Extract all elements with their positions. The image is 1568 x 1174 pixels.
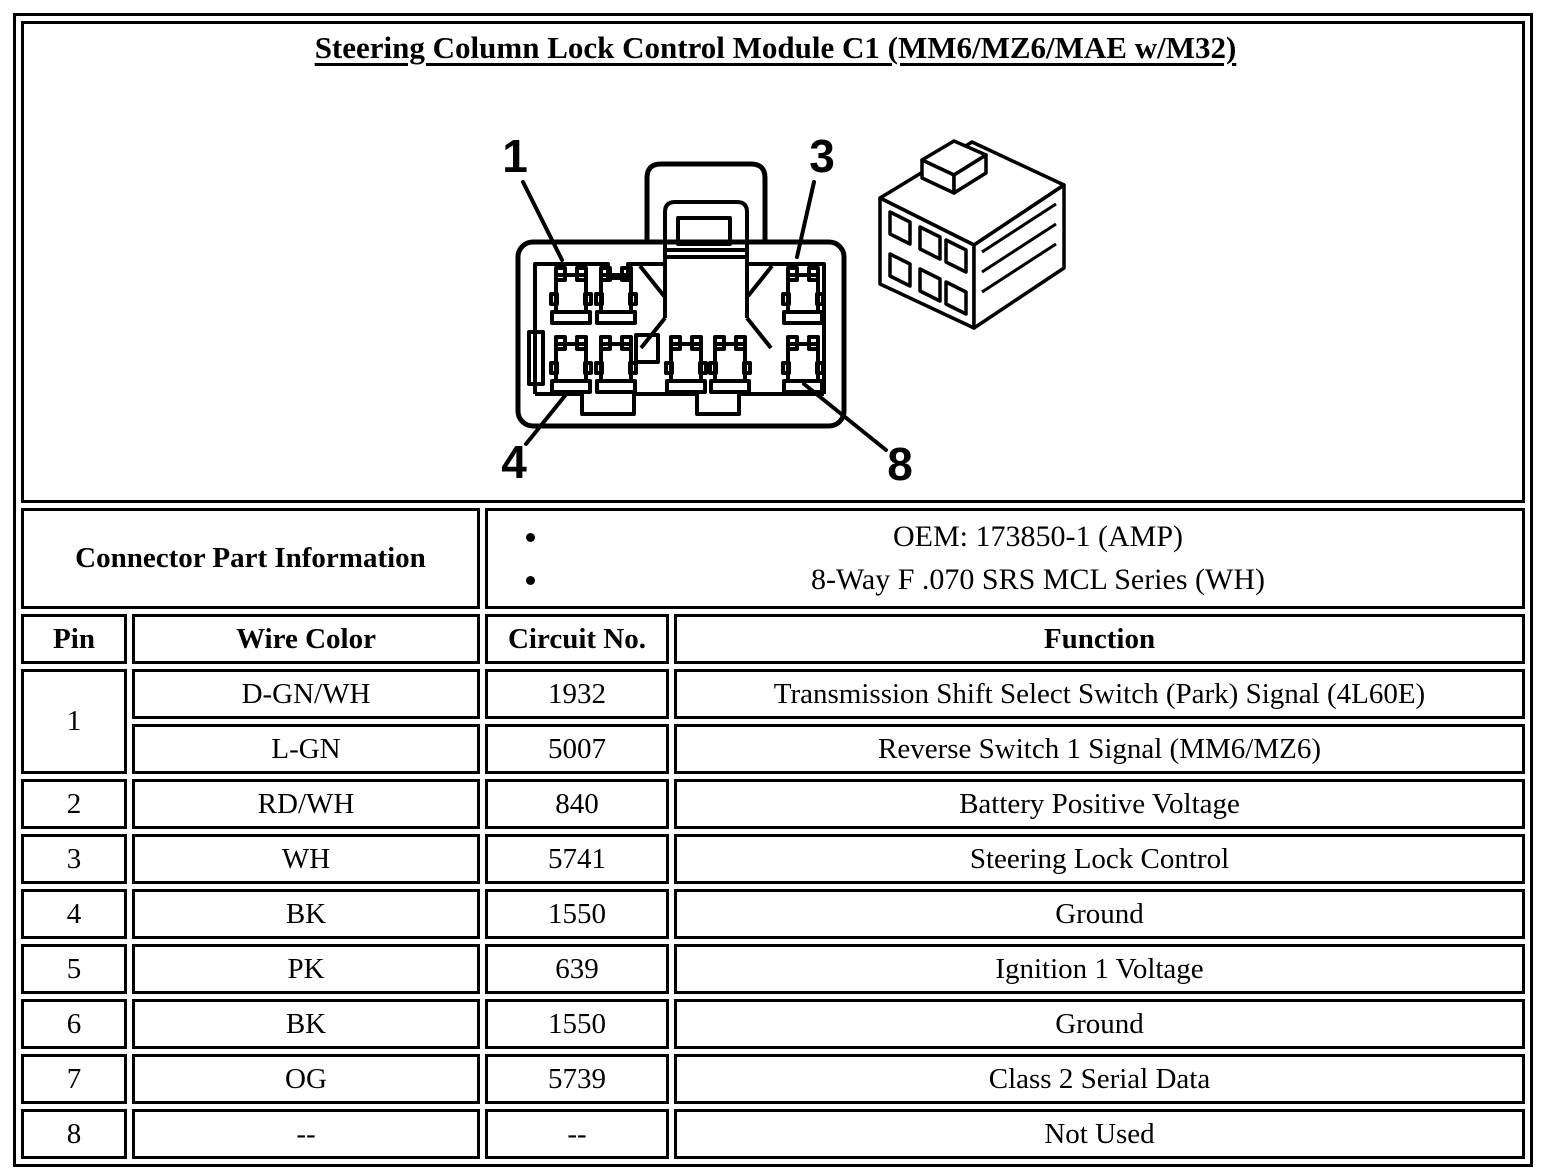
circuit-no-cell: 1932: [485, 669, 669, 719]
function-cell: Ground: [674, 889, 1525, 939]
function-cell: Ignition 1 Voltage: [674, 944, 1525, 994]
part-info-item: • 8-Way F .070 SRS MCL Series (WH): [550, 563, 1522, 597]
cavity-pin-7: [710, 337, 750, 392]
pin-cell: 4: [21, 889, 127, 939]
pin-cell: 1: [21, 669, 127, 774]
header-pin: Pin: [21, 614, 127, 664]
pin-cell: 5: [21, 944, 127, 994]
function-cell: Steering Lock Control: [674, 834, 1525, 884]
wire-color-cell: D-GN/WH: [132, 669, 480, 719]
circuit-no-cell: 5007: [485, 724, 669, 774]
pin-cell: 3: [21, 834, 127, 884]
circuit-no-cell: --: [485, 1109, 669, 1159]
table-row: [21, 999, 1525, 1049]
table-row: [21, 889, 1525, 939]
cavity-pin-1: [551, 268, 591, 323]
circuit-no-cell: 840: [485, 779, 669, 829]
circuit-no-cell: 5739: [485, 1054, 669, 1104]
function-cell: Ground: [674, 999, 1525, 1049]
bottom-ledge: [535, 394, 824, 414]
header-wire-color: Wire Color: [132, 614, 480, 664]
channel-cross-lines: [665, 250, 747, 257]
cavity-pin-5: [596, 337, 636, 392]
circuit-no-cell: 1550: [485, 999, 669, 1049]
circuit-no-cell: 5741: [485, 834, 669, 884]
part-info-label: Connector Part Information: [21, 508, 480, 609]
pin-cell: 6: [21, 999, 127, 1049]
circuit-no-cell: 1550: [485, 889, 669, 939]
function-cell: Not Used: [674, 1109, 1525, 1159]
cavity-pin-2: [596, 268, 636, 323]
wire-color-cell: PK: [132, 944, 480, 994]
callout-3-label: 3: [809, 130, 835, 182]
table-row: [21, 669, 1525, 719]
wire-color-cell: --: [132, 1109, 480, 1159]
diagram-row: [21, 21, 1525, 503]
cavity-pin-3: [783, 268, 823, 323]
part-info-list: [488, 520, 1522, 597]
table-row: [21, 944, 1525, 994]
callout-1-leader: [523, 182, 562, 260]
function-cell: Class 2 Serial Data: [674, 1054, 1525, 1104]
callout-4-leader: [526, 392, 568, 444]
header-circuit-no: Circuit No.: [485, 614, 669, 664]
table-row: [21, 779, 1525, 829]
cavity-pin-4: [551, 337, 591, 392]
circuit-no-cell: 639: [485, 944, 669, 994]
part-info-item: • OEM: 173850-1 (AMP): [550, 520, 1522, 554]
function-cell: Battery Positive Voltage: [674, 779, 1525, 829]
pin-cell: 7: [21, 1054, 127, 1104]
function-cell: Reverse Switch 1 Signal (MM6/MZ6): [674, 724, 1525, 774]
table-row: [21, 1054, 1525, 1104]
cavity-pin-6: [666, 337, 706, 392]
part-info-row: [21, 508, 1525, 609]
wire-color-cell: RD/WH: [132, 779, 480, 829]
wire-color-cell: WH: [132, 834, 480, 884]
wire-color-cell: BK: [132, 889, 480, 939]
callout-8-label: 8: [887, 438, 913, 490]
connector-isometric-view: [880, 141, 1064, 328]
function-cell: Transmission Shift Select Switch (Park) Signal (4L60E): [674, 669, 1525, 719]
table-header-row: [21, 614, 1525, 664]
table-row: [21, 724, 1525, 774]
pin-cell: 8: [21, 1109, 127, 1159]
table-row: [21, 834, 1525, 884]
table-row: [21, 1109, 1525, 1159]
connector-face-view: [518, 164, 844, 426]
callout-1-label: 1: [502, 130, 528, 182]
pin-cell: 2: [21, 779, 127, 829]
header-function: Function: [674, 614, 1525, 664]
page-title: Steering Column Lock Control Module C1 (MM6/MZ6/MAE w/M32): [314, 30, 1237, 65]
diagram-cell: [21, 21, 1525, 503]
callout-3-leader: [797, 182, 814, 257]
connector-info-table: [13, 13, 1533, 1167]
connector-diagram: [24, 66, 1524, 500]
callout-4-label: 4: [501, 436, 527, 488]
part-info-values: [485, 508, 1525, 609]
wire-color-cell: BK: [132, 999, 480, 1049]
wire-color-cell: OG: [132, 1054, 480, 1104]
wire-color-cell: L-GN: [132, 724, 480, 774]
